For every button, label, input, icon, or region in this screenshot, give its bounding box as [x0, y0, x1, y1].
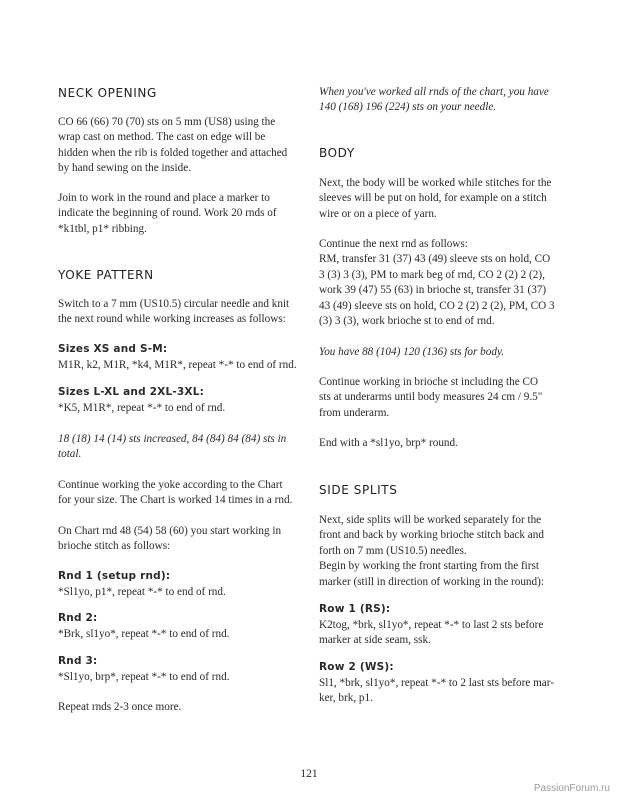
row-2-label: Row 2 (WS): — [319, 661, 394, 673]
sizes-xs-sm-label: Sizes XS and S-M: — [58, 343, 168, 355]
body-paragraph-3 — [319, 375, 579, 421]
text-line: (3) 3 (3), work brioche st to end of rnd. — [319, 315, 495, 328]
text-line: 3 (3) 3 (3), PM to mark beg of rnd, CO 2 (2) 2 (2), — [319, 268, 545, 281]
text-line: by hand sewing on the inside. — [58, 162, 191, 175]
text-line: You have 88 (104) 120 (136) sts for body. — [319, 346, 505, 358]
text-line: When you've worked all rnds of the chart, you have — [319, 86, 549, 98]
text-line: Switch to a 7 mm (US10.5) circular needle and knit — [58, 298, 290, 310]
body-paragraph-2 — [319, 237, 579, 329]
row-1-label: Row 1 (RS): — [319, 603, 391, 615]
text-line: sleeves will be put on hold, for example on a stitch — [319, 192, 547, 205]
text-line: Next, side splits will be worked separately for the — [319, 514, 542, 526]
text-line: *Sl1yo, brp*, repeat *-* to end of rnd. — [58, 671, 230, 683]
chart-paragraph — [58, 478, 318, 509]
rnd-2-label: Rnd 2: — [58, 612, 98, 624]
text-line: 140 (168) 196 (224) sts on your needle. — [319, 101, 497, 114]
rnd-3-instruction — [58, 670, 318, 685]
text-line: wire or on a piece of yarn. — [319, 207, 437, 220]
body-stitch-note — [319, 345, 579, 360]
text-line: total. — [58, 448, 82, 461]
neck-paragraph-1 — [58, 115, 318, 177]
text-line: End with a *sl1yo, brp* round. — [319, 437, 458, 449]
text-line: Continue working in brioche st including the CO — [319, 376, 539, 388]
text-line: sts at underarms until body measures 24 cm / 9.5" — [319, 391, 543, 404]
text-line: Begin by working the front starting from the first — [319, 560, 539, 573]
rnd-2-instruction — [58, 627, 318, 642]
text-line: work 39 (47) 55 (63) in brioche st, transfer 31 (37) — [319, 284, 547, 297]
page-number: 121 — [300, 768, 318, 780]
text-line: Join to work in the round and place a marker to — [58, 192, 270, 204]
text-line: forth on 7 mm (US10.5) needles. — [319, 544, 467, 557]
text-line: On Chart rnd 48 (54) 58 (60) you start working in — [58, 525, 282, 537]
heading-body: BODY — [319, 146, 355, 160]
repeat-instruction — [58, 700, 318, 715]
side-splits-paragraph — [319, 513, 579, 590]
text-line: Sl1, *brk, sl1yo*, repeat *-* to 2 last sts before mar- — [319, 677, 554, 689]
text-line: 43 (49) sleeve sts on hold, CO 2 (2) 2 (2), PM, CO 3 — [319, 299, 555, 312]
heading-neck-opening: NECK OPENING — [58, 86, 157, 100]
body-paragraph-1 — [319, 176, 579, 222]
text-line: ker, brk, p1. — [319, 692, 373, 705]
body-paragraph-4 — [319, 436, 579, 451]
text-line: Continue the next rnd as follows: — [319, 238, 468, 250]
text-line: from underarm. — [319, 406, 390, 419]
text-line: for your size. The Chart is worked 14 times in a rnd. — [58, 494, 293, 507]
yoke-paragraph-1 — [58, 297, 318, 328]
text-line: marker (still in direction of working in the round): — [319, 575, 544, 588]
rnd-3-label: Rnd 3: — [58, 655, 98, 667]
heading-side-splits: SIDE SPLITS — [319, 483, 398, 497]
text-line: front and back by working brioche stitch back and — [319, 529, 544, 542]
text-line: M1R, k2, M1R, *k4, M1R*, repeat *-* to end of rnd. — [58, 359, 297, 371]
text-line: marker at side seam, ssk. — [319, 634, 431, 647]
text-line: the next round while working increases as follows: — [58, 313, 286, 326]
chart-paragraph-2 — [58, 524, 318, 555]
rnd-1-instruction — [58, 585, 318, 600]
text-line: Continue working the yoke according to the Chart — [58, 479, 283, 491]
text-line: hidden when the rib is folded together and attached — [58, 146, 288, 159]
row-1-instruction — [319, 618, 579, 649]
sizes-l-3xl-instruction — [58, 401, 318, 416]
row-2-instruction — [319, 676, 579, 707]
watermark: PassionForum.ru — [533, 783, 610, 794]
text-line: 18 (18) 14 (14) sts increased, 84 (84) 84 (84) sts in — [58, 433, 287, 445]
sizes-l-3xl-label: Sizes L-XL and 2XL-3XL: — [58, 386, 205, 398]
text-line: wrap cast on method. The cast on edge will be — [58, 131, 266, 144]
text-line: *Brk, sl1yo*, repeat *-* to end of rnd. — [58, 628, 230, 640]
text-line: Repeat rnds 2-3 once more. — [58, 701, 182, 713]
text-line: CO 66 (66) 70 (70) sts on 5 mm (US8) using the — [58, 116, 276, 128]
text-line: RM, transfer 31 (37) 43 (49) sleeve sts on hold, CO — [319, 253, 551, 266]
text-line: K2tog, *brk, sl1yo*, repeat *-* to last 2 sts before — [319, 619, 544, 631]
increase-note — [58, 432, 318, 463]
text-line: Next, the body will be worked while stitches for the — [319, 177, 552, 189]
text-line: indicate the beginning of round. Work 20 rnds of — [58, 207, 277, 220]
text-line: *Sl1yo, p1*, repeat *-* to end of rnd. — [58, 586, 226, 598]
text-line: *K5, M1R*, repeat *-* to end of rnd. — [58, 402, 226, 414]
sizes-xs-sm-instruction — [58, 358, 318, 373]
rnd-1-label: Rnd 1 (setup rnd): — [58, 570, 171, 582]
heading-yoke-pattern: YOKE PATTERN — [58, 268, 154, 282]
chart-complete-note — [319, 85, 579, 116]
neck-paragraph-2 — [58, 191, 318, 237]
text-line: brioche stitch as follows: — [58, 540, 171, 553]
text-line: *k1tbl, p1* ribbing. — [58, 222, 147, 235]
